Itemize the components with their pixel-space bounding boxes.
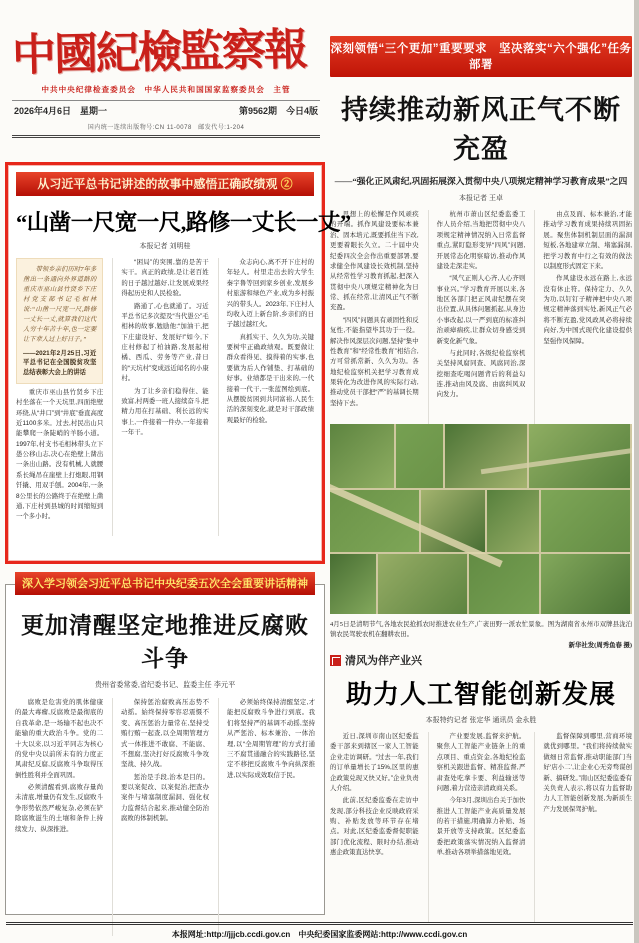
publication-date: 2026年4月6日 星期一	[14, 106, 108, 117]
text-column	[218, 258, 314, 536]
article-xinfeng	[330, 36, 632, 476]
field-row	[330, 554, 632, 614]
field-plot	[541, 490, 630, 552]
article-fanfubai-banner: 深入学习领会习近平总书记中央纪委五次全会重要讲话精神	[15, 572, 315, 595]
supervisor-line: 中共中央纪律检查委员会 中华人民共和国国家监察委员会 主管	[41, 85, 291, 95]
article-xinfeng-banner: 深刻领悟“三个更加”重要要求 坚决落实“六个强化”任务部署	[330, 36, 632, 77]
text-column	[15, 698, 103, 936]
article-fanfubai-byline: 贵州省委常委,省纪委书记、监委主任 李元平	[94, 680, 236, 689]
paragraph: 杭州市萧山区纪委监委工作人员介绍,当地把贯彻中央八项规定精神情况纳入日常监督重点,紧盯隐形变异“四风”问题,开展常态化明察暗访,推动作风建设走深走实。	[436, 211, 526, 270]
field-plot	[330, 424, 394, 488]
article-ai-body	[330, 732, 632, 922]
paragraph: 思想上的松懈是作风顽疾的开端。抓作风建设要标本兼治、固本培元,既要抓住当下改,更要着眼长久立。二十届中央纪委四次全会作出重要部署,要求健全作风建设长效机制,坚持从经常性学习教育抓起,把深入贯彻中央八项规定精神化为日常、抓在经常,让清风正气不断充盈。	[330, 211, 419, 312]
field-plot	[378, 554, 467, 614]
paragraph: 保持惩治腐败高压态势不动摇。始终保持零容忍震慑不变、高压惩治力量常在,坚持受贿行贿一起查,以全周期管理方式一体推进不敢腐、不能腐、不想腐,坚决打好反腐败斗争攻坚战、持久战。	[121, 699, 209, 769]
paragraph: “风气正则人心齐,人心齐则事业兴。”学习教育开展以来,各地区各部门把正风肃纪摆在突出位置,从具体问题抓起,从身边小事改起,以一严到底的标准纠治顽瘴痼疾,让群众切身感受到新变化新气象。	[436, 275, 526, 345]
newspaper-title: 中國紀檢監察報	[11, 24, 307, 82]
field-row	[330, 490, 632, 552]
field-plot	[445, 424, 528, 488]
text-column-inner	[16, 388, 103, 523]
feature-byline: 本报记者 刘明桂	[139, 243, 191, 250]
field-plot	[396, 424, 442, 488]
paragraph: 与此同时,各级纪检监察机关坚持风腐同查、风腐同治,深挖细查吃喝问题背后的利益勾连,推动由风及腐、由腐纠风双向发力。	[436, 349, 526, 399]
paragraph: 腐败是危害党的肌体健康的最大毒瘤,反腐败是最彻底的自我革命,是一场输不起也决不能输的重大政治斗争。党的二十大以来,以习近平同志为核心的党中央以前所未有的力度正风肃纪反腐,反腐败斗争取得压倒性胜利并全面巩固。	[15, 699, 103, 779]
feature-body	[16, 258, 314, 536]
text-column	[112, 258, 208, 536]
paragraph: 作风建设永远在路上,永远没有休止符。保持定力、久久为功,以钉钉子精神把中央八项规定精神落到实处,新风正气必将不断充盈,党风政风必将持续向好,为中国式现代化建设提供坚强作风保障。	[543, 275, 633, 345]
masthead-double-rule	[12, 135, 320, 138]
paragraph: 惩治是手段,治本是目的。要以案促改、以案促治,把查办案件与堵塞制度漏洞、强化权力监督结合起来,推动健全防治腐败的体制机制。	[121, 773, 209, 823]
field-plot	[487, 490, 539, 552]
article-xinfeng-subhead: ——“强化正风肃纪,巩固拓展深入贯彻中央八项规定精神学习教育成果”之四	[334, 176, 628, 186]
photo-caption	[330, 620, 632, 651]
feature-kicker-banner	[16, 172, 314, 196]
paragraph: 必须清醒看到,腐败存量尚未清底,增量仍有发生,反腐败斗争形势依然严峻复杂,必须在铲除腐败滋生的土壤和条件上持续发力、纵深推进。	[15, 784, 103, 833]
leader-quote-box	[16, 258, 103, 384]
masthead-meta	[12, 104, 320, 117]
page-edge-shadow	[634, 0, 639, 943]
article-fanfubai-headline: 更加清醒坚定地推进反腐败斗争	[21, 613, 309, 671]
paragraph: “困局”的突围,靠的是苦干实干。真正的政绩,是让老百姓的日子越过越好,让发展成果经得起历史和人民检验。	[121, 259, 209, 298]
paragraph: 重庆市巫山县竹贤乡下庄村坐落在一个天坑里,四面绝壁环绕,从“井口”到“井底”垂直高度近1100多米。过去,村民出山只能攀爬一条陡峭的羊肠小道。1997年,村支书毛相林带头立下愚公移山志,决心在绝壁上凿出一条出山路。没有机械,人就腰系长绳吊在崖壁上打炮眼,用钢钎撬、用双手刨。2004年,一条8公里长的公路终于在绝壁上凿通,下庄村到县城的时间缩短到一个多小时。	[16, 388, 104, 521]
article-fanfubai-box	[5, 578, 325, 915]
paragraph: 为了让乡亲们稳得住、能致富,村两委一班人接续奋斗,把精力用在打基础、利长远的实事上,一件接着一件办,一年接着一年干。	[121, 387, 209, 436]
article-ai	[330, 652, 632, 922]
caption-text: 4月5日是清明节气,各地农民抢抓农时推进农业生产,广袤田野一派农忙景象。图为湖南省永州市双牌县泷泊镇农民驾驶农机在翻耕农田。	[330, 621, 632, 639]
paragraph: 今年3月,深圳出台关于加快推进人工智能产业高质量发展的若干措施,明确算力补贴、场景开放等支持政策。区纪委监委把政策落实情况纳入监督清单,推动各项举措落地见效。	[436, 797, 526, 857]
paragraph: “四风”问题具有顽固性和反复性,不能指望毕其功于一役。解决作风深层次问题,坚持“集中性教育”和“经常性教育”相结合,方可常抓常新、久久为功。各地纪检监察机关把学习教育成果转化为改进作风的实际行动,推动党员干部把“严”的基调长期坚持下去。	[330, 316, 419, 407]
article-ai-kicker-text: 清风为伴产业兴	[345, 655, 422, 667]
field-plot	[541, 554, 630, 614]
field-plot	[469, 554, 539, 614]
article-xinfeng-headline: 持续推动新风正气不断充盈	[341, 95, 621, 164]
paragraph: 必须始终保持清醒坚定,才能把反腐败斗争进行到底。我们将坚持严的基调不动摇,坚持从严惩治、标本兼治、一体治理,以“全周期管理”的方式打通三不腐贯通融合的实践路径,坚定不移把反腐败斗争向纵深推进,以实际成效取信于民。	[227, 699, 315, 779]
paragraph: 此前,区纪委监委在走访中发现,部分科技企业反映政府采购、补贴发放等环节存在堵点。对此,区纪委监委督促职能部门优化流程、限时办结,推动惠企政策直达快享。	[330, 797, 419, 857]
quote-attribution: ——2021年2月25日,习近平总书记在全国脱贫攻坚总结表彰大会上的讲话	[23, 349, 97, 376]
text-column	[218, 698, 315, 936]
footer-urls: 本报网址:http://jjjcb.ccdi.gov.cn 中央纪委国家监委网站:http://www.ccdi.gov.cn	[171, 930, 468, 939]
article-ai-headline: 助力人工智能创新发展	[345, 680, 616, 709]
paragraph: 路通了,心也就通了。习近平总书记多次提及“当代愚公”毛相林的故事,勉励他:“加油干,把下庄建设好、发展好!”如今,下庄村修起了柏油路,发展起柑橘、西瓜、劳务等产业,昔日的“天坑村”变成远近闻名的小康村。	[121, 302, 209, 383]
feature-article-box	[5, 162, 351, 564]
text-column	[534, 732, 632, 922]
paragraph: 真抓实干、久久为功,关键要树牢正确政绩观。既要做让群众看得见、摸得着的实事,也要做为后人作铺垫、打基础的好事。业绩都是干出来的,一代接着一代干,一张蓝图绘到底。从摆脱贫困到共同富裕,人民生活的深刻变化,就是对干部政绩观最好的检验。	[226, 333, 314, 424]
column-logo-icon	[330, 655, 341, 666]
article-ai-byline: 本报特约记者 张定华 通讯员 金永胜	[425, 717, 537, 724]
series-number-badge: ②	[280, 177, 293, 191]
field-plot	[330, 554, 376, 614]
issue-number: 第9562期 今日4版	[238, 106, 318, 117]
serial-line: 国内统一连续出版物号:CN 11-0078 邮发代号:1-204	[87, 125, 245, 132]
article-ai-kicker	[330, 652, 632, 668]
text-column	[112, 698, 209, 936]
article-fanfubai-body	[15, 698, 315, 936]
text-column	[428, 732, 526, 922]
paragraph: 近日,深圳市南山区纪委监委干部来到辖区一家人工智能企业走访调研。“过去一年,我们的订单量增长了15%,区里的惠企政策兑现又快又好。”企业负责人介绍。	[330, 733, 419, 792]
paragraph: 众志向心,离不开下庄村的年轻人。村里走出去的大学生秦宇鲁等回到家乡创业,发展乡村旅游和绿色产业,成为乡村振兴的带头人。2023年,下庄村人均收入迈上新台阶,乡亲们的日子越过越红火。	[226, 259, 314, 329]
text-column	[16, 258, 103, 536]
field-patchwork	[330, 424, 632, 614]
masthead	[11, 24, 320, 138]
text-column	[330, 732, 419, 922]
quote-text: 带领乡亲们历时7年多凿出一条通向外界道路的重庆市巫山县竹贤乡下庄村党支部书记毛相林说:“山凿一尺宽一尺,路修一丈长一丈,就算我们这代人穷十年苦十年,也一定要让下辈人过上好日子。”	[23, 266, 97, 344]
article-xinfeng-byline: 本报记者 王卓	[459, 195, 503, 202]
page-footer	[0, 922, 639, 943]
feature-kicker-text: 从习近平总书记讲述的故事中感悟正确政绩观	[37, 177, 278, 191]
paragraph: 由点及面、标本兼治,才能推动学习教育成果持续巩固拓展。聚焦体制机制层面的漏洞短板,各地建章立制、堵塞漏洞,把学习教育中行之有效的做法以制度形式固定下来。	[543, 211, 633, 270]
paragraph: 产业要发展,监督来护航。聚焦人工智能产业链条上的重点项目、重点资金,各地纪检监察机关跟进监督、精准监督,严肃查处吃拿卡要、利益输送等问题,着力营造亲清政商关系。	[436, 733, 526, 792]
masthead-divider	[12, 100, 320, 101]
rice-field-photo	[330, 424, 632, 614]
photo-credit: 新华社发(周秀鱼春 摄)	[568, 641, 632, 649]
feature-headline: “山凿一尺宽一尺,路修一丈长一丈”	[16, 210, 351, 235]
paragraph: 监督保障到哪里,营商环境就优到哪里。“我们将持续做实做细日常监督,推动职能部门当好‘店小二’,让企业心无旁骛谋创新、搞研发。”南山区纪委监委有关负责人表示,将以有力监督助力人工智能创新发展,为新质生产力发展保驾护航。	[543, 733, 633, 813]
